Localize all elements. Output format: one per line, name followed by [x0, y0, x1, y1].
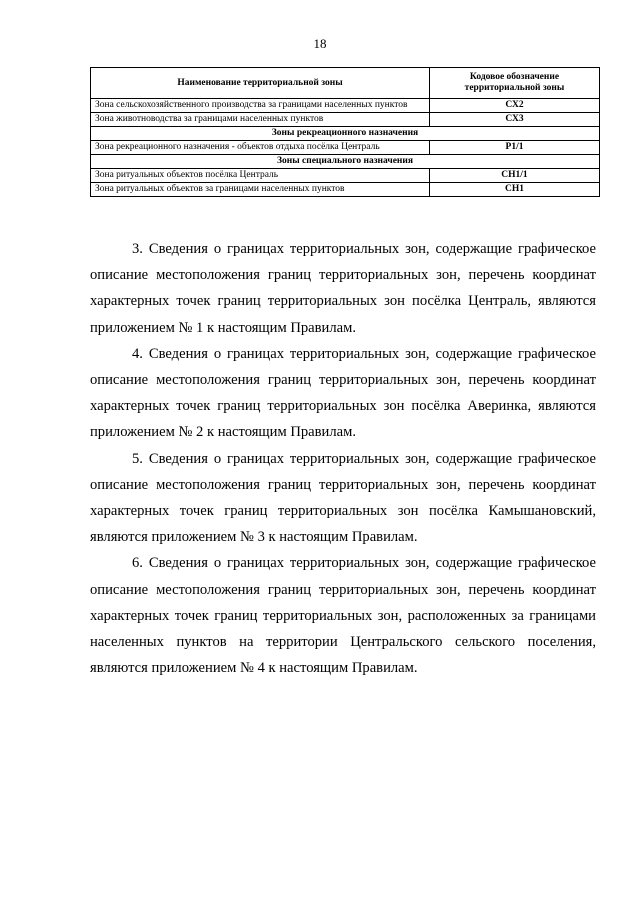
section-title: Зоны рекреационного назначения: [91, 127, 600, 141]
zone-name-cell: Зона ритуальных объектов посёлка Централь: [91, 169, 430, 183]
table-row: [91, 113, 600, 127]
section-row: [91, 155, 600, 169]
zone-name-cell: Зона животноводства за границами населенных пунктов: [91, 113, 430, 127]
table-row: [91, 99, 600, 113]
section-row: [91, 127, 600, 141]
paragraph: 3. Сведения о границах территориальных зон, содержащие графическое описание местоположения границ территориальных зон, перечень координат характерных точек границ территориальных зон посёлка Централь, являются приложением № 1 к настоящим Правилам.: [90, 241, 596, 336]
paragraph: 6. Сведения о границах территориальных зон, содержащие графическое описание местоположения границ территориальных зон, перечень координат характерных точек границ территориальных зон, расположенных за границами населенных пунктов на территории Центральского сельского поселения, являются приложением № 4 к настоящим Правилам.: [90, 555, 596, 677]
table-row: [91, 169, 600, 183]
zone-code-cell: СН1/1: [430, 169, 600, 183]
zone-code-cell: СН1: [430, 183, 600, 197]
body-text: [90, 236, 596, 681]
table-row: [91, 141, 600, 155]
zone-name-cell: Зона рекреационного назначения - объектов отдыха посёлка Централь: [91, 141, 430, 155]
table-row: [91, 183, 600, 197]
paragraph: 5. Сведения о границах территориальных зон, содержащие графическое описание местоположения границ территориальных зон, перечень координат характерных точек границ территориальных зон посёлка Камышановский, являются приложением № 3 к настоящим Правилам.: [90, 450, 596, 546]
header-zone-name: Наименование территориальной зоны: [91, 68, 430, 99]
zones-table: [90, 67, 600, 197]
zone-code-cell: СХ2: [430, 99, 600, 113]
table-header-row: [91, 68, 600, 99]
zone-name-cell: Зона ритуальных объектов за границами населенных пунктов: [91, 183, 430, 197]
header-zone-code: Кодовое обозначение территориальной зоны: [430, 68, 600, 99]
page-number: 18: [313, 36, 327, 51]
zone-name-cell: Зона сельскохозяйственного производства за границами населенных пунктов: [91, 99, 430, 113]
paragraph: 4. Сведения о границах территориальных зон, содержащие графическое описание местоположения границ территориальных зон, перечень координат характерных точек границ территориальных зон посёлка Аверинка, являются приложением № 2 к настоящим Правилам.: [90, 345, 596, 441]
zone-code-cell: Р1/1: [430, 141, 600, 155]
zone-code-cell: СХ3: [430, 113, 600, 127]
section-title: Зоны специального назначения: [91, 155, 600, 169]
